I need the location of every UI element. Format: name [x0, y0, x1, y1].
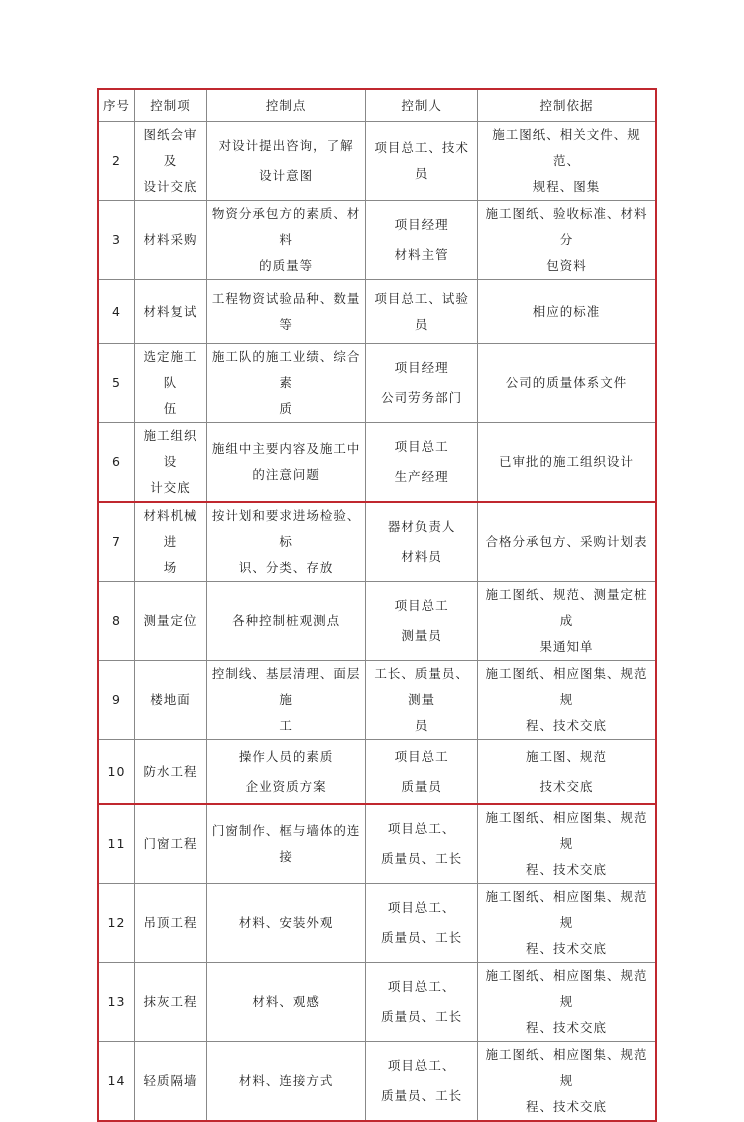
cell-item: [135, 661, 207, 740]
cell-point: [207, 740, 366, 805]
cell-person-line: 项目总工、试验员: [374, 290, 469, 332]
cell-point: [207, 280, 366, 344]
cell-item-line: 伍: [163, 401, 178, 416]
cell-no: 6: [98, 423, 135, 503]
cell-point-line: 材料、连接方式: [238, 1073, 334, 1088]
cell-person: [366, 344, 478, 423]
table-row: [98, 804, 656, 884]
cell-person-line: 质量员、工长: [381, 851, 463, 866]
cell-basis-line: 施工图纸、相关文件、规范、: [492, 127, 641, 168]
cell-point-line: 材料、安装外观: [238, 915, 334, 930]
cell-no: 2: [98, 122, 135, 201]
cell-person-line: 生产经理: [394, 469, 449, 484]
cell-basis-line: 技术交底: [539, 778, 594, 794]
cell-item-line: 材料复试: [143, 303, 198, 319]
cell-person-line: 项目总工: [394, 439, 449, 454]
header-basis: 控制依据: [477, 89, 656, 122]
cell-point-line: 门窗制作、框与墙体的连接: [211, 823, 361, 864]
cell-person-line: 项目总工、: [387, 900, 456, 915]
cell-item: [135, 963, 207, 1042]
table-row: [98, 122, 656, 201]
cell-person-line: 项目经理: [394, 217, 449, 232]
cell-basis-line: 程、技术交底: [525, 1099, 607, 1114]
cell-basis-line: 已审批的施工组织设计: [498, 454, 634, 469]
cell-item-line: 抹灰工程: [143, 994, 198, 1009]
cell-person-line: 项目总工: [394, 748, 449, 764]
cell-basis: [477, 201, 656, 280]
cell-basis-line: 施工图纸、相应图集、规范规: [485, 810, 648, 851]
cell-point-line: 按计划和要求进场检验、标: [211, 508, 361, 549]
table-row: [98, 1042, 656, 1122]
cell-person-line: 项目总工: [394, 598, 449, 613]
cell-point-line: 工程物资试验品种、数量等: [211, 290, 361, 332]
cell-point-line: 操作人员的素质: [238, 748, 334, 764]
cell-item: [135, 344, 207, 423]
cell-person-line: 项目总工、: [387, 1058, 456, 1073]
cell-no: 9: [98, 661, 135, 740]
cell-basis-line: 果通知单: [539, 639, 594, 654]
table-row: [98, 280, 656, 344]
cell-no: 10: [98, 740, 135, 805]
cell-item-line: 轻质隔墙: [143, 1073, 198, 1088]
table-row: [98, 884, 656, 963]
cell-item: [135, 804, 207, 884]
cell-person-line: 质量员、工长: [381, 930, 463, 945]
table-body: [98, 122, 656, 1122]
cell-point: [207, 423, 366, 503]
cell-basis-line: 包资料: [546, 258, 587, 273]
cell-basis: [477, 344, 656, 423]
cell-no: 8: [98, 582, 135, 661]
cell-point: [207, 344, 366, 423]
cell-item-line: 楼地面: [150, 692, 191, 707]
cell-point-line: 控制线、基层清理、面层施: [211, 666, 361, 707]
cell-person-line: 员: [414, 718, 429, 733]
cell-person-line: 项目总工、: [387, 821, 456, 836]
cell-basis-line: 公司的质量体系文件: [505, 375, 628, 390]
cell-point-line: 物资分承包方的素质、材料: [211, 206, 361, 247]
cell-person-line: 材料员: [401, 549, 442, 564]
cell-person-line: 公司劳务部门: [381, 390, 463, 405]
header-point: 控制点: [207, 89, 366, 122]
cell-basis: [477, 963, 656, 1042]
cell-item: [135, 280, 207, 344]
cell-basis: [477, 502, 656, 582]
cell-point: [207, 201, 366, 280]
cell-person: [366, 1042, 478, 1122]
cell-person: [366, 884, 478, 963]
cell-point: [207, 582, 366, 661]
cell-no: 3: [98, 201, 135, 280]
cell-basis-line: 施工图纸、相应图集、规范规: [485, 666, 648, 707]
cell-basis: [477, 423, 656, 503]
cell-item-line: 测量定位: [143, 613, 198, 628]
cell-basis: [477, 582, 656, 661]
cell-item: [135, 884, 207, 963]
cell-no: 5: [98, 344, 135, 423]
cell-basis-line: 程、技术交底: [525, 941, 607, 956]
cell-basis-line: 施工图纸、相应图集、规范规: [485, 968, 648, 1009]
cell-basis-line: 施工图纸、验收标准、材料分: [485, 206, 648, 247]
cell-person-line: 质量员: [401, 778, 442, 794]
cell-point: [207, 804, 366, 884]
cell-item-line: 门窗工程: [143, 836, 198, 851]
cell-point: [207, 122, 366, 201]
cell-no: 14: [98, 1042, 135, 1122]
cell-point: [207, 1042, 366, 1122]
cell-point: [207, 502, 366, 582]
cell-person: [366, 201, 478, 280]
cell-no: 11: [98, 804, 135, 884]
header-no: 序号: [98, 89, 135, 122]
cell-person-line: 项目经理: [394, 360, 449, 375]
cell-point-line: 企业资质方案: [245, 778, 327, 794]
table-row: [98, 201, 656, 280]
cell-item: [135, 423, 207, 503]
cell-basis: [477, 1042, 656, 1122]
cell-no: 12: [98, 884, 135, 963]
cell-person-line: 测量员: [401, 628, 442, 643]
table-header-row: [98, 89, 656, 122]
cell-person-line: 工长、质量员、测量: [374, 666, 469, 707]
cell-item: [135, 502, 207, 582]
cell-basis: [477, 884, 656, 963]
cell-item-line: 场: [163, 560, 178, 575]
cell-item-line: 防水工程: [143, 763, 198, 779]
cell-item: [135, 582, 207, 661]
cell-no: 4: [98, 280, 135, 344]
header-person: 控制人: [366, 89, 478, 122]
cell-basis-line: 施工图纸、相应图集、规范规: [485, 889, 648, 930]
cell-point: [207, 661, 366, 740]
cell-point-line: 的质量等: [259, 258, 314, 273]
table-row: [98, 582, 656, 661]
cell-point: [207, 963, 366, 1042]
cell-basis-line: 程、技术交底: [525, 862, 607, 877]
header-item: 控制项: [135, 89, 207, 122]
cell-point-line: 各种控制桩观测点: [232, 613, 341, 628]
cell-person-line: 质量员、工长: [381, 1088, 463, 1103]
cell-person-line: 质量员、工长: [381, 1009, 463, 1024]
cell-basis-line: 施工图纸、相应图集、规范规: [485, 1047, 648, 1088]
table-row: [98, 423, 656, 503]
cell-person-line: 材料主管: [394, 247, 449, 262]
table-row: [98, 740, 656, 805]
cell-item-line: 材料采购: [143, 232, 198, 247]
table-row: [98, 963, 656, 1042]
cell-point-line: 对设计提出咨询，了解: [218, 138, 354, 153]
cell-basis: [477, 661, 656, 740]
cell-point-line: 施工队的施工业绩、综合素: [211, 349, 361, 390]
cell-item: [135, 740, 207, 805]
cell-point-line: 质: [279, 401, 293, 416]
cell-person: [366, 740, 478, 805]
cell-person: [366, 280, 478, 344]
cell-basis-line: 施工图纸、规范、测量定桩成: [485, 587, 648, 628]
cell-basis: [477, 740, 656, 805]
cell-point: [207, 884, 366, 963]
cell-basis-line: 合格分承包方、采购计划表: [485, 534, 648, 549]
cell-item: [135, 201, 207, 280]
cell-basis: [477, 122, 656, 201]
cell-point-line: 材料、观感: [252, 994, 320, 1009]
cell-no: 13: [98, 963, 135, 1042]
cell-item-line: 选定施工队: [143, 349, 198, 390]
table-row: [98, 661, 656, 740]
cell-person: [366, 963, 478, 1042]
cell-basis-line: 相应的标准: [532, 303, 601, 319]
cell-person: [366, 502, 478, 582]
cell-basis-line: 程、技术交底: [525, 718, 607, 733]
cell-item: [135, 1042, 207, 1122]
cell-person-line: 器材负责人: [387, 519, 456, 534]
table-row: [98, 502, 656, 582]
cell-person: [366, 582, 478, 661]
cell-person: [366, 122, 478, 201]
cell-basis-line: 施工图、规范: [525, 748, 607, 764]
cell-item-line: 吊顶工程: [143, 915, 198, 930]
cell-person-line: 项目总工、技术员: [374, 140, 469, 181]
cell-point-line: 施组中主要内容及施工中: [211, 441, 361, 456]
cell-item: [135, 122, 207, 201]
cell-person: [366, 423, 478, 503]
cell-basis-line: 规程、图集: [532, 179, 601, 194]
cell-no: 7: [98, 502, 135, 582]
quality-control-table: [97, 88, 657, 1122]
cell-person: [366, 661, 478, 740]
cell-point-line: 设计意图: [259, 168, 314, 183]
cell-item-line: 图纸会审及: [143, 127, 198, 168]
cell-point-line: 识、分类、存放: [238, 560, 334, 575]
cell-person: [366, 804, 478, 884]
cell-basis: [477, 804, 656, 884]
cell-point-line: 的注意问题: [252, 467, 320, 482]
table-row: [98, 344, 656, 423]
cell-basis: [477, 280, 656, 344]
cell-item-line: 计交底: [150, 480, 191, 495]
cell-point-line: 工: [279, 718, 293, 733]
cell-item-line: 设计交底: [143, 179, 198, 194]
cell-person-line: 项目总工、: [387, 979, 456, 994]
cell-item-line: 施工组织设: [143, 428, 198, 469]
cell-item-line: 材料机械进: [143, 508, 198, 549]
cell-basis-line: 程、技术交底: [525, 1020, 607, 1035]
